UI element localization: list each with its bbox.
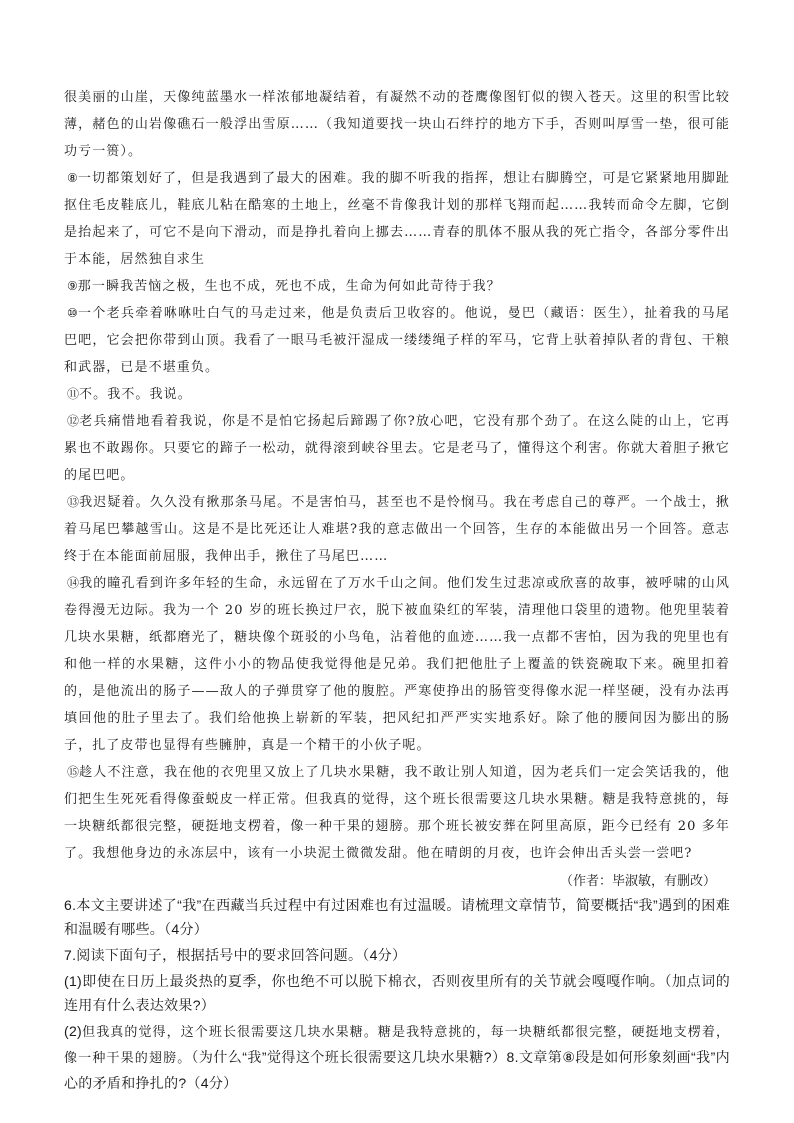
- question-7: 7.阅读下面句子，根据括号中的要求回答问题。（4分）: [64, 947, 407, 963]
- paragraph-12: [64, 408, 730, 489]
- paragraph-number: ⑬: [67, 495, 80, 509]
- paragraph-8: [64, 165, 730, 273]
- question-6: 6.本文主要讲述了“我”在西藏当兵过程中有过困难也有过温暖。请梳理文章情节，简要概括“我”遇到的困难和温暖有哪些。（4分）: [64, 897, 730, 937]
- paragraph-text: 我的瞳孔看到许多年轻的生命，永远留在了万水千山之间。他们发生过悲凉或欣喜的故事，被呼啸的山风卷得漫无边际。我为一个 20 岁的班长换过尸衣，脱下被血染红的军装，清理他口袋里的遗物。他兜里装着几块水果糖，纸都磨光了，糖块像个斑驳的小鸟龟，沾着他的血迹……我一点都不害怕，因为我的兜里也有和他一样的水果糖，这件小小的物品使我觉得他是兄弟。我们把他肚子上覆盖的铁瓷碗取下来。碗里扣着的，是他流出的肠子——敌人的子弹贯穿了他的腹腔。严寒使挣出的肠管变得像水泥一样坚硬，没有办法再填回他的肚子里去了。我们给他换上崭新的军装，把风纪扣严严实实地系好。除了他的腰间因为膨出的肠子，扎了皮带也显得有些臃肿，真是一个精干的小伙子呢。: [64, 576, 730, 753]
- quoted-sentence: 但我真的觉得，这个班长很需要这几块水果糖。糖是我特意挑的，每一块糖纸都很完整，硬挺地支楞着，像一种干果的翅膀。: [64, 1025, 730, 1066]
- paragraph-13: [64, 489, 730, 570]
- paragraph-number: ⑧: [67, 171, 78, 185]
- author-credit: （作者：毕淑敏，有删改）: [559, 873, 716, 888]
- paragraph-text: 一切都策划好了，但是我遇到了最大的困难。我的脚不听我的指挥，想让右脚腾空，可是它紧紧地用脚趾抠住毛皮鞋底儿，鞋底儿粘在酷寒的土地上，丝毫不肯像我计划的那样飞翔而起……我转而命令左脚，它倒是抬起来了，可它不是向下滑动，而是挣扎着向上挪去……青春的肌体不服从我的死亡指令，各部分零件出于本能，居然独自求生: [64, 171, 730, 267]
- question-7-part-1: (1)即使在日历上最炎热的夏季，你也绝不可以脱下棉衣，否则夜里所有的关节就会嘎嘎作响。（加点词的连用有什么表达效果?）: [64, 973, 730, 1013]
- paragraph-continued: 很美丽的山崖，天像纯蓝墨水一样浓郁地凝结着，有凝然不动的苍鹰像图钉似的锲入苍天。这里的积雪比较薄，赭色的山岩像礁石一般浮出雪原……（我知道要找一块山石绊拧的地方下手，否则叫厚雪一垫，很可能功亏一篑）。: [64, 90, 730, 159]
- paragraph-9: [64, 273, 730, 300]
- question-section: [64, 893, 730, 1095]
- paragraph-number: ⑨: [67, 279, 78, 293]
- paragraph-number: ⑩: [67, 306, 78, 320]
- part-prompt: （为什么“我”觉得这个班长很需要这几块水果糖?）: [191, 1049, 507, 1065]
- paragraph-11: [64, 381, 730, 408]
- paragraph-text: 老兵痛惜地看着我说，你是不是怕它扬起后蹄踢了你?放心吧，它没有那个劲了。在这么陡的山上，它再累也不敢踢你。只要它的蹄子一松动，就得滚到峡谷里去。它是老马了，懂得这个利害。你就大着胆子揪它的尾巴吧。: [64, 414, 730, 483]
- paragraph-number: ⑮: [67, 765, 80, 779]
- paragraph-10: [64, 300, 730, 381]
- part-label: (2): [64, 1023, 83, 1039]
- paragraph-14: [64, 570, 730, 759]
- reading-passage: [64, 84, 730, 867]
- paragraph-text: 不。我不。我说。: [79, 387, 192, 402]
- paragraph-number: ⑭: [67, 576, 80, 590]
- question-7-part-2: [64, 1019, 730, 1095]
- paragraph-number: ⑪: [67, 387, 80, 401]
- question-8: 8.文章第⑧段是如何形象刻画“我”内心的矛盾和挣扎的?（4分）: [64, 1049, 730, 1091]
- paragraph-15: [64, 759, 730, 867]
- paragraph-text: 一个老兵牵着咻咻吐白气的马走过来，他是负责后卫收容的。他说，曼巴（藏语：医生），扯着我的马尾巴吧，它会把你带到山顶。我看了一眼马毛被汗湿成一缕缕绳子样的军马，它背上驮着掉队者的背包、干粮和武器，已是不堪重负。: [64, 306, 730, 375]
- paragraph-text: 那一瞬我苦恼之极，生也不成，死也不成，生命为何如此苛待于我？: [77, 279, 501, 294]
- paragraph-text: 趁人不注意，我在他的衣兜里又放上了几块水果糖，我不敢让别人知道，因为老兵们一定会笑话我的，他们把生生死死看得像蚕蜕皮一样正常。但我真的觉得，这个班长很需要这几块水果糖。糖是我特意挑的，每一块糖纸都很完整，硬挺地支楞着，像一种干果的翅膀。那个班长被安葬在阿里高原，距今已经有 20 多年了。我想他身边的永冻层中，该有一小块泥土微微发甜。他在晴朗的月夜，也许会伸出舌头尝一尝吧?: [64, 765, 730, 861]
- paragraph-number: ⑫: [67, 414, 80, 428]
- paragraph-text: 我迟疑着。久久没有揪那条马尾。不是害怕马，甚至也不是怜悯马。我在考虑自己的尊严。一个战士，揪着马尾巴攀越雪山。这是不是比死还让人难堪?我的意志做出一个回答，生存的本能做出另一个回答。意志终于在本能面前屈服，我伸出手，揪住了马尾巴……: [64, 495, 730, 564]
